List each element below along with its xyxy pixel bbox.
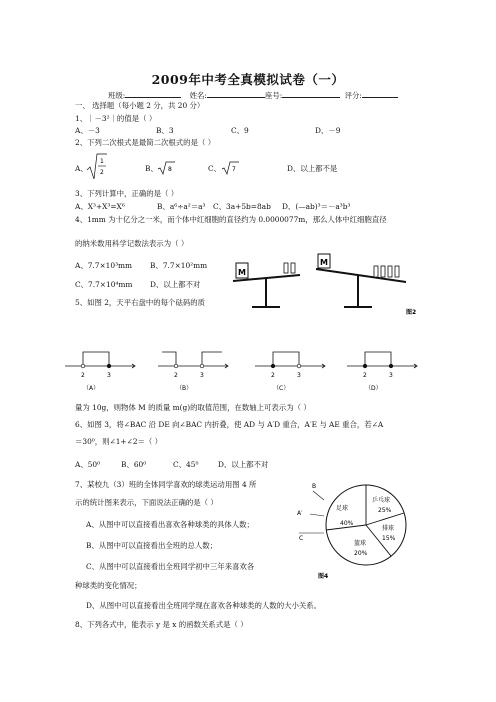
section-heading: 一、 选择题（每小题 2 分，共 20 分） bbox=[75, 101, 205, 110]
q4-stem-continued: 的纳米数用科学记数法表示为（ ） bbox=[75, 239, 189, 248]
endpoint-left bbox=[271, 364, 275, 368]
figure-2-caption: 图2 bbox=[406, 309, 417, 316]
q3-stem: 3、下列计算中，正确的是（ ） bbox=[75, 189, 179, 198]
number-line-caption: （D） bbox=[365, 385, 382, 392]
counterweights bbox=[284, 263, 295, 273]
counterweights-2 bbox=[374, 266, 399, 277]
radicand-denominator: 2 bbox=[100, 169, 104, 176]
endpoint-left bbox=[363, 364, 367, 368]
q5-stem-continued: 量为 10g，则物体 M 的质量 m(g)的取值范围，在数轴上可表示为（ ） bbox=[75, 403, 311, 412]
slice-volleyball-value: 15% bbox=[382, 535, 396, 542]
number-line-caption: （A） bbox=[83, 385, 100, 392]
q7-option-c-continued: 种球类的变化情况； bbox=[75, 581, 142, 590]
sqrt-seven bbox=[221, 161, 241, 175]
tick-label-2: 2 bbox=[271, 372, 275, 379]
right-balance bbox=[316, 254, 406, 307]
slice-basketball-value: 20% bbox=[354, 550, 368, 557]
q7-option-b[interactable]: B、从图中可以直接看出全班的总人数； bbox=[86, 541, 218, 550]
q4-option-d[interactable]: D、以上都不对 bbox=[150, 280, 201, 289]
q5-stem: 5、如图 2，天平右盘中的每个砝码的质 bbox=[75, 298, 206, 307]
point-c-label: C bbox=[299, 535, 304, 542]
q4-option-b[interactable]: B、7.7×10²mm bbox=[150, 261, 208, 270]
endpoint-left bbox=[81, 364, 85, 368]
slice-football-name: 足球 bbox=[336, 505, 349, 512]
class-label: 班级: bbox=[108, 91, 126, 100]
q6-option-d[interactable]: D、以上都不对 bbox=[218, 460, 269, 469]
q1-stem: 1、｜－3²｜的值是（ ） bbox=[75, 114, 157, 123]
radicand-seven: 7 bbox=[232, 166, 236, 173]
number-line-a bbox=[65, 352, 135, 392]
exam-title: 2009年中考全真模拟试卷（一） bbox=[151, 72, 345, 87]
q2-option-b[interactable]: B、 bbox=[145, 164, 158, 173]
q7-stem: 7、某校九（3）班的全体同学喜欢的球类运动用图 4 所 bbox=[75, 480, 257, 489]
figure-4-pie bbox=[316, 480, 416, 586]
solution-bracket bbox=[273, 352, 299, 366]
tick-label-3: 3 bbox=[200, 372, 204, 379]
score-blank[interactable] bbox=[362, 89, 398, 98]
q4-option-c[interactable]: C、7.7×10⁴mm bbox=[75, 280, 133, 289]
q2-option-c[interactable]: C、 bbox=[208, 164, 222, 173]
slice-basketball-name: 篮球 bbox=[354, 540, 367, 547]
solution-bracket bbox=[83, 352, 109, 366]
q2-option-d[interactable]: D、以上都不是 bbox=[287, 164, 338, 173]
q6-option-a[interactable]: A、50⁰ bbox=[75, 460, 101, 469]
figure-2-balances bbox=[228, 248, 438, 318]
slice-pingpong-value: 25% bbox=[378, 507, 392, 514]
tick-label-3: 3 bbox=[297, 372, 301, 379]
number-line-c bbox=[255, 352, 325, 392]
q1-option-b[interactable]: B、3 bbox=[156, 126, 174, 135]
q1-option-a[interactable]: A、－3 bbox=[75, 126, 100, 135]
radicand-numerator: 1 bbox=[100, 158, 104, 165]
q6-option-c[interactable]: C、45⁰ bbox=[173, 460, 199, 469]
slice-football-value: 40% bbox=[340, 520, 354, 527]
solution-bracket-right bbox=[202, 352, 222, 366]
radicand-eight: 8 bbox=[168, 166, 172, 173]
tick-label-2: 2 bbox=[81, 372, 85, 379]
weight-m-label-2: M bbox=[320, 258, 328, 267]
name-blank[interactable] bbox=[207, 89, 265, 98]
seat-blank[interactable] bbox=[282, 89, 340, 98]
name-label: 姓名: bbox=[189, 91, 207, 100]
q7-option-a[interactable]: A、从图中可以直接看出喜欢各种球类的具体人数； bbox=[86, 520, 254, 529]
point-a-prime-label: A′ bbox=[297, 510, 303, 517]
q6-option-b[interactable]: B、60⁰ bbox=[121, 460, 147, 469]
tick-label-2: 2 bbox=[363, 372, 367, 379]
slice-volleyball-name: 排球 bbox=[382, 525, 395, 532]
solution-bracket-left bbox=[162, 352, 176, 366]
number-line-b bbox=[158, 352, 228, 392]
q3-option-b[interactable]: B、a⁶÷a²＝a³ bbox=[157, 202, 206, 211]
student-info-row bbox=[108, 89, 398, 101]
tick-label-2: 2 bbox=[174, 372, 178, 379]
q7-option-c[interactable]: C、从图中可以直接看出全班同学初中三年来喜欢各 bbox=[86, 562, 255, 571]
number-line-caption: （B） bbox=[176, 385, 193, 392]
sqrt-eight bbox=[157, 161, 177, 175]
q4-option-a[interactable]: A、7.7×10³mm bbox=[75, 261, 133, 270]
q2-option-a[interactable]: A、 bbox=[75, 164, 88, 173]
solution-bracket bbox=[365, 352, 391, 366]
q3-option-d[interactable]: D、(—ab)³＝－a³b³ bbox=[282, 202, 351, 211]
score-label: 评分: bbox=[344, 91, 362, 100]
q7-stem-continued: 示的统计图来表示，下面说法正确的是（ ） bbox=[75, 498, 218, 507]
q3-option-c[interactable]: C、3a+5b=8ab bbox=[213, 202, 271, 211]
number-line-d bbox=[347, 352, 417, 392]
number-line-options bbox=[65, 336, 393, 396]
left-balance bbox=[233, 263, 300, 307]
number-line-caption: （C） bbox=[273, 385, 290, 392]
sqrt-one-half bbox=[86, 152, 108, 182]
point-b-label: B bbox=[312, 483, 317, 490]
q1-option-c[interactable]: C、9 bbox=[231, 126, 249, 135]
q7-option-d[interactable]: D、从图中可以直接看出全班同学现在喜欢各种球类的人数的大小关系。 bbox=[86, 601, 322, 610]
q3-option-a[interactable]: A、X³+X³=X⁶ bbox=[75, 202, 125, 211]
endpoint-right bbox=[389, 364, 393, 368]
q2-stem: 2、下列二次根式是最简二次根式的是（ ） bbox=[75, 138, 216, 147]
figure-4-caption: 图4 bbox=[318, 573, 329, 580]
endpoint-right bbox=[107, 364, 111, 368]
tick-label-3: 3 bbox=[107, 372, 111, 379]
endpoint-left bbox=[174, 364, 178, 368]
q8-stem: 8、下列各式中，能表示 y 是 x 的函数关系式是（ ） bbox=[75, 620, 248, 629]
tick-label-3: 3 bbox=[389, 372, 393, 379]
seat-label: 座号: bbox=[264, 91, 283, 100]
q6-stem-continued: ＝30⁰，则∠1+∠2＝（ ） bbox=[75, 437, 163, 446]
q1-option-d[interactable]: D、－9 bbox=[315, 126, 341, 135]
weight-m-label: M bbox=[238, 268, 246, 277]
class-blank[interactable] bbox=[125, 89, 181, 98]
slice-pingpong-name: 乒乓球 bbox=[372, 497, 391, 504]
endpoint-right bbox=[297, 364, 301, 368]
endpoint-right bbox=[200, 364, 204, 368]
q6-stem: 6、如图 3，将∠BAC 沿 DE 向∠BAC 内折叠，使 AD 与 A′D 重合，A′E 与 AE 重合，若∠A bbox=[75, 420, 384, 429]
q4-stem: 4、1mm 为十亿分之一米，而个体中红细胞的直径约为 0.0000077m，那么人体中红细胞直径 bbox=[75, 215, 387, 224]
